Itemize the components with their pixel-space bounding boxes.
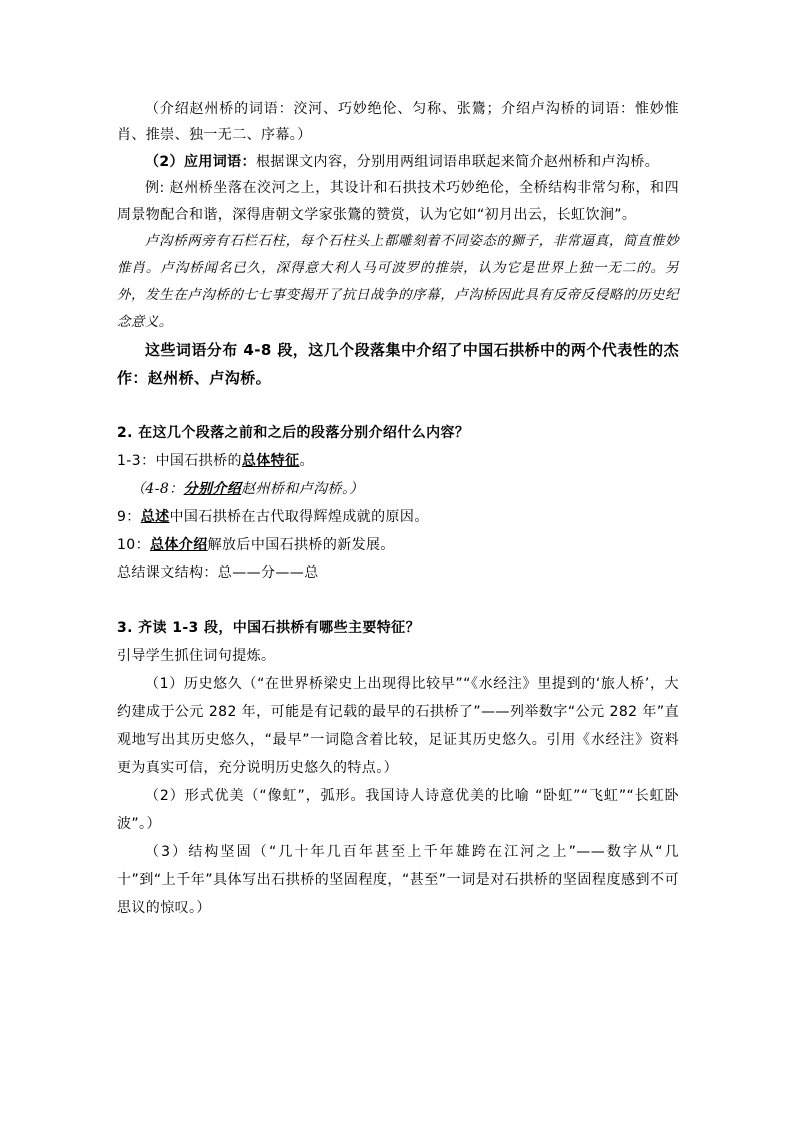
structure-line-text: 。 (299, 453, 314, 470)
guide-line: 引导学生抓住词句提炼。 (117, 648, 276, 665)
structure-line-text: 9： (117, 509, 141, 526)
structure-line-text: 赵州桥和卢沟桥。） (241, 481, 364, 498)
feature-form: （2）形式优美（“像虹”，弧形。我国诗人诗意优美的比喻 “卧虹”“飞虹”“长虹卧波”。） (117, 788, 679, 833)
structure-line-4-8 (117, 475, 679, 503)
structure-line-9 (117, 503, 679, 531)
feature-history: （1）历史悠久（“在世界桥梁史上出现得比较早”“《水经注》里提到的‘旅人桥’，大约建成于公元 282 年，可能是有记载的最早的石拱桥了”——列举数字“公元 282 年”直观地写出其历史悠久，“最早”一词隐含着比较，足证其历史悠久。引用《水经注》资料更为真实可信，充分说明历史悠久的特点。） (117, 676, 679, 777)
structure-keyword: 总体特征 (241, 453, 300, 470)
document-page (117, 96, 679, 922)
apply-words-text: 根据课文内容，分别用两组词语串联起来简介赵州桥和卢沟桥。 (255, 153, 660, 170)
spacer (117, 587, 679, 614)
vocab-paragraph: （介绍赵州桥的词语：洨河、巧妙绝伦、匀称、张鷟；介绍卢沟桥的词语：惟妙惟肖、推崇、独一无二、序幕。） (117, 101, 679, 144)
structure-keyword: 总述 (140, 509, 170, 526)
zhaozhou-example-paragraph: 例: 赵州桥坐落在洨河之上，其设计和石拱技术巧妙绝伦，全桥结构非常匀称，和四周景物配合和谐，深得唐朝文学家张鷟的赞赏，认为它如“初月出云，长虹饮涧”。 (117, 180, 679, 223)
structure-keyword: 分别介绍 (183, 481, 242, 498)
question-2-heading: 2. 在这几个段落之前和之后的段落分别介绍什么内容？ (117, 425, 470, 442)
structure-line-10 (117, 531, 679, 559)
structure-line-text: 中国石拱桥在古代取得辉煌成就的原因。 (169, 509, 429, 526)
structure-line-1-3 (117, 447, 679, 475)
structure-line-text: 解放后中国石拱桥的新发展。 (207, 537, 395, 554)
spacer (117, 392, 679, 419)
structure-summary: 总结课文结构：总——分——总 (117, 565, 319, 582)
feature-structure: （3）结构坚固（“几十年几百年甚至上千年雄跨在江河之上”——数字从“几十”到“上千年”具体写出石拱桥的坚固程度，“甚至”一词是对石拱桥的坚固程度感到不可思议的惊叹。） (117, 844, 679, 917)
apply-words-paragraph (117, 149, 679, 175)
summary-paragraph: 这些词语分布 4-8 段，这几个段落集中介绍了中国石拱桥中的两个代表性的杰作：赵州桥、卢沟桥。 (117, 341, 679, 388)
structure-keyword: 总体介绍 (150, 537, 208, 554)
lugou-example-paragraph: 卢沟桥两旁有石栏石柱，每个石柱头上都雕刻着不同姿态的狮子，非常逼真，简直惟妙惟肖。卢沟桥闻名已久，深得意大利人马可波罗的推崇，认为它是世界上独一无二的。另外，发生在卢沟桥的七七事变揭开了抗日战争的序幕，卢沟桥因此具有反帝反侵略的历史纪念意义。 (117, 233, 679, 331)
structure-line-text: 1-3：中国石拱桥的 (117, 453, 242, 470)
question-3-heading: 3. 齐读 1-3 段，中国石拱桥有哪些主要特征？ (117, 620, 420, 637)
apply-words-label: （2）应用词语： (145, 153, 256, 170)
structure-line-text: 10： (117, 537, 151, 554)
structure-line-text: （4-8： (131, 481, 184, 498)
